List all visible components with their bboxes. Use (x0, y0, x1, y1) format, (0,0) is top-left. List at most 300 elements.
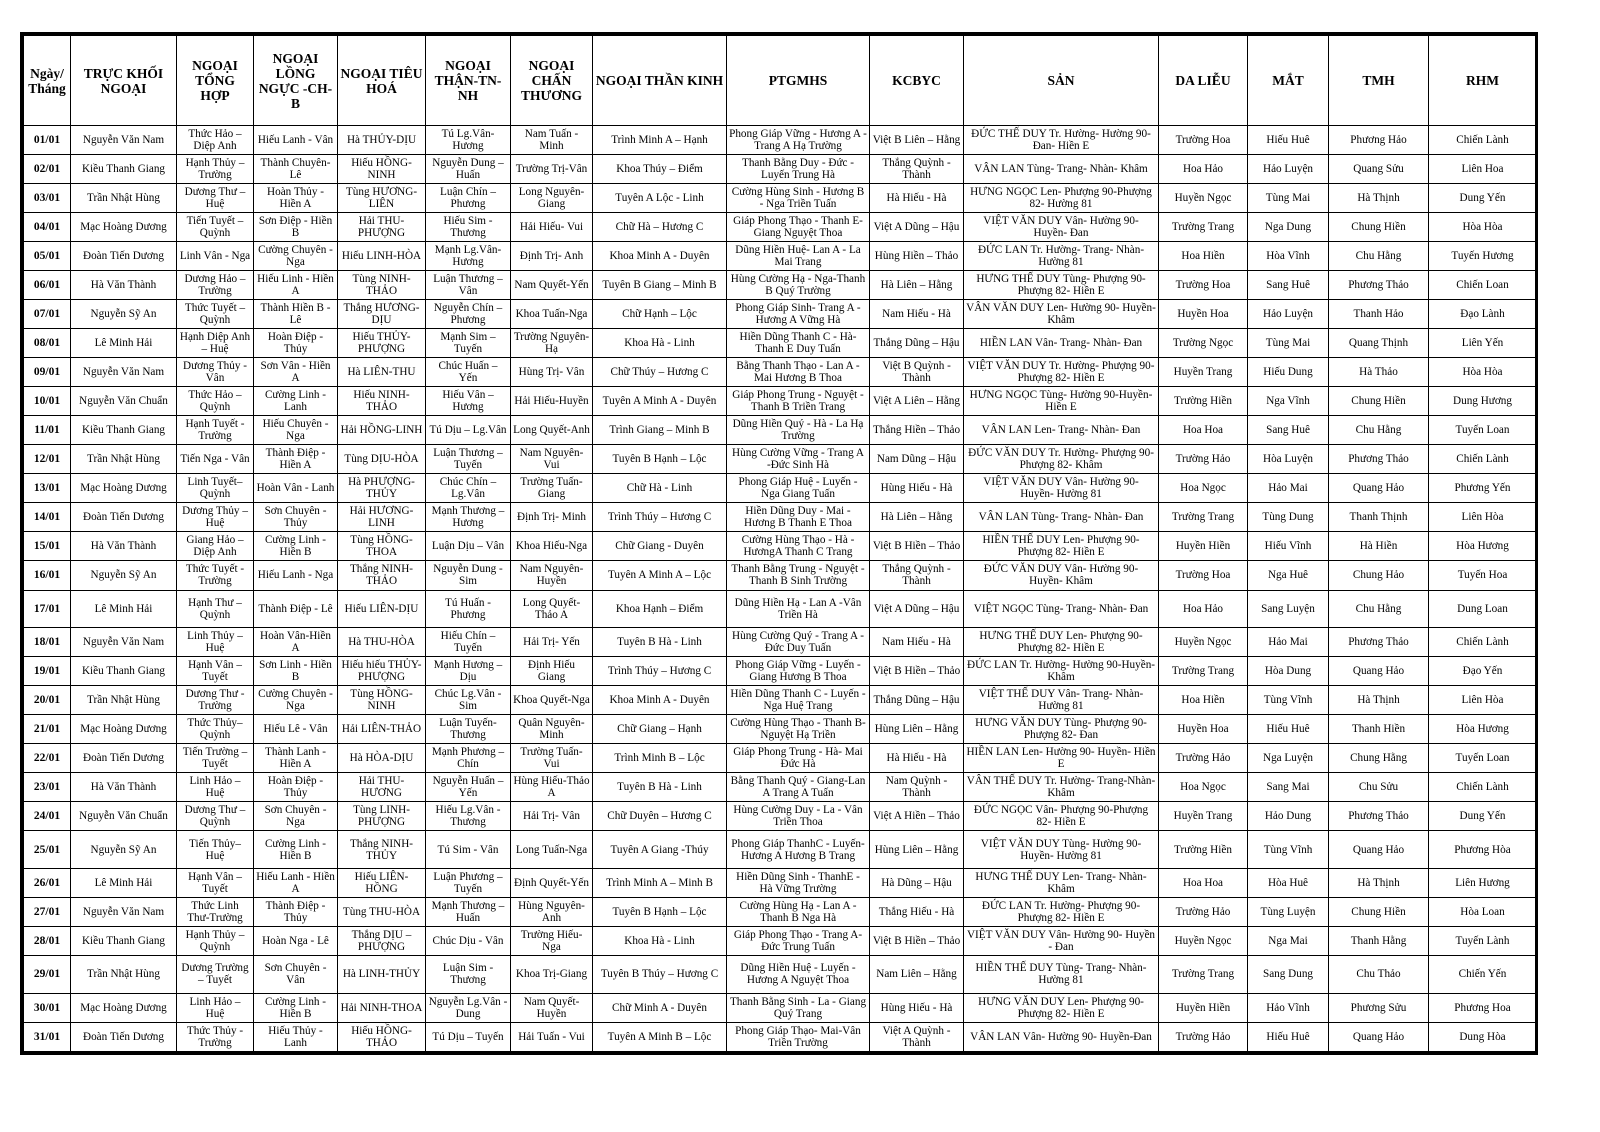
cell-ngoai-than-kinh: Tuyên A Minh A – Lộc (593, 561, 727, 590)
cell-da-lieu: Trường Hảo (1159, 744, 1248, 773)
table-row (24, 628, 1537, 657)
cell-ngoai-tieu-hoa: Tùng HƯƠNG-LIÊN (338, 184, 426, 213)
cell-mat: Tùng Vĩnh (1248, 831, 1329, 869)
cell-tmh: Chu Hằng (1329, 416, 1429, 445)
cell-rhm: Liên Hòa (1429, 686, 1537, 715)
cell-san: HƯNG THẾ DUY Len- Trang- Nhàn-Khâm (964, 869, 1159, 898)
cell-ngoai-than-kinh: Tuyên A Giang -Thúy (593, 831, 727, 869)
table-row (24, 831, 1537, 869)
cell-ngoai-than-kinh: Trình Minh A – Hạnh (593, 126, 727, 155)
cell-tmh: Phương Thảo (1329, 802, 1429, 831)
cell-date: 11/01 (24, 416, 71, 445)
cell-rhm: Chiến Lành (1429, 773, 1537, 802)
cell-ngoai-tong-hop: Dương Thủy - Vân (177, 358, 254, 387)
cell-ngoai-tieu-hoa: Hà THỦY-DỊU (338, 126, 426, 155)
cell-tmh: Chung Hiền (1329, 213, 1429, 242)
cell-truc-khoi-ngoai: Lê Minh Hải (71, 869, 177, 898)
cell-kcbyc: Việt B Liên – Hằng (870, 126, 964, 155)
cell-kcbyc: Hà Liên – Hằng (870, 503, 964, 532)
table-row (24, 657, 1537, 686)
cell-truc-khoi-ngoai: Trần Nhật Hùng (71, 686, 177, 715)
cell-da-lieu: Huyền Hiền (1159, 993, 1248, 1022)
cell-da-lieu: Trường Hảo (1159, 1022, 1248, 1051)
cell-ngoai-long-nguc: Thành Hiền B - Lê (254, 300, 338, 329)
cell-san: ĐỨC NGỌC Vân- Phượng 90-Phượng 82- Hiền E (964, 802, 1159, 831)
cell-san: HƯNG THẾ DUY Len- Phượng 90-Phượng 82- Hiền E (964, 628, 1159, 657)
cell-tmh: Chung Hiền (1329, 898, 1429, 927)
cell-tmh: Chung Hằng (1329, 744, 1429, 773)
cell-kcbyc: Thắng Hiền – Thảo (870, 416, 964, 445)
cell-ngoai-long-nguc: Sơn Chuyên - Nga (254, 802, 338, 831)
cell-ngoai-tong-hop: Linh Vân - Nga (177, 242, 254, 271)
cell-san: HƯNG NGỌC Len- Phượng 90-Phượng 82- Hường 81 (964, 184, 1159, 213)
cell-ngoai-than: Nguyễn Dung – Huấn (426, 155, 511, 184)
cell-mat: Hảo Luyện (1248, 300, 1329, 329)
cell-ngoai-chan-thuong: Nam Nguyên-Vui (511, 445, 593, 474)
cell-san: VÂN LAN Len- Trang- Nhàn- Đan (964, 416, 1159, 445)
cell-ngoai-than: Tú Lg.Vân-Hương (426, 126, 511, 155)
cell-mat: Nga Vĩnh (1248, 387, 1329, 416)
cell-mat: Sang Dung (1248, 956, 1329, 994)
cell-ngoai-than-kinh: Chữ Thúy – Hương C (593, 358, 727, 387)
column-header-ngoai-tong-hop: NGOẠI TỔNG HỢP (177, 36, 254, 126)
cell-ngoai-chan-thuong: Long Quyết-Anh (511, 416, 593, 445)
cell-kcbyc: Thắng Quỳnh - Thành (870, 155, 964, 184)
cell-ngoai-than: Nguyễn Dung - Sim (426, 561, 511, 590)
cell-ngoai-tong-hop: Linh Thủy – Huệ (177, 628, 254, 657)
cell-date: 06/01 (24, 271, 71, 300)
cell-ngoai-than: Nguyễn Lg.Vân - Dung (426, 993, 511, 1022)
cell-ngoai-chan-thuong: Khoa Hiếu-Nga (511, 532, 593, 561)
cell-truc-khoi-ngoai: Kiều Thanh Giang (71, 927, 177, 956)
cell-ngoai-tieu-hoa: Tùng NINH-THẢO (338, 271, 426, 300)
cell-truc-khoi-ngoai: Nguyễn Sỹ An (71, 831, 177, 869)
cell-rhm: Chiến Lành (1429, 445, 1537, 474)
cell-da-lieu: Hoa Hảo (1159, 155, 1248, 184)
table-row (24, 898, 1537, 927)
cell-ngoai-tieu-hoa: Hà THU-HÒA (338, 628, 426, 657)
cell-kcbyc: Hùng Hiếu - Hà (870, 993, 964, 1022)
cell-ngoai-than: Hiếu Chín – Tuyến (426, 628, 511, 657)
cell-tmh: Chung Hảo (1329, 561, 1429, 590)
cell-ptgmhs: Dũng Hiền Quý - Hà - La Hạ Trường (727, 416, 870, 445)
cell-kcbyc: Hà Hiếu - Hà (870, 184, 964, 213)
cell-rhm: Đạo Lành (1429, 300, 1537, 329)
cell-ngoai-tong-hop: Thức Hảo – Quỳnh (177, 387, 254, 416)
cell-ngoai-than-kinh: Trình Giang – Minh B (593, 416, 727, 445)
cell-san: VIỆT NGỌC Tùng- Trang- Nhàn- Đan (964, 590, 1159, 628)
column-header-truc-khoi-ngoai: TRỰC KHỐI NGOẠI (71, 36, 177, 126)
cell-ngoai-tieu-hoa: Tùng LINH-PHƯỢNG (338, 802, 426, 831)
table-row (24, 271, 1537, 300)
cell-ngoai-than: Chúc Chín – Lg.Vân (426, 474, 511, 503)
cell-da-lieu: Huyền Ngọc (1159, 628, 1248, 657)
cell-ngoai-tong-hop: Dương Thư - Trường (177, 686, 254, 715)
cell-tmh: Phương Sửu (1329, 993, 1429, 1022)
cell-ngoai-tong-hop: Hạnh Thủy – Quỳnh (177, 927, 254, 956)
cell-ngoai-than: Hiếu Lg.Vân - Thương (426, 802, 511, 831)
cell-ngoai-tong-hop: Hạnh Thư – Quỳnh (177, 590, 254, 628)
cell-da-lieu: Hoa Ngọc (1159, 474, 1248, 503)
cell-ngoai-chan-thuong: Khoa Quyết-Nga (511, 686, 593, 715)
cell-ngoai-long-nguc: Hiếu Lanh - Vân (254, 126, 338, 155)
cell-ngoai-than: Luận Chín – Phương (426, 184, 511, 213)
cell-tmh: Quang Hảo (1329, 1022, 1429, 1051)
table-row (24, 184, 1537, 213)
cell-ngoai-tieu-hoa: Hải THU-PHƯỢNG (338, 213, 426, 242)
cell-mat: Hòa Dung (1248, 657, 1329, 686)
cell-ngoai-long-nguc: Sơn Linh - Hiền B (254, 657, 338, 686)
cell-truc-khoi-ngoai: Đoàn Tiến Dương (71, 1022, 177, 1051)
cell-san: HIỀN THẾ DUY Tùng- Trang- Nhàn-Hường 81 (964, 956, 1159, 994)
cell-ngoai-than: Luận Sim - Thương (426, 956, 511, 994)
table-body (24, 126, 1537, 1052)
cell-truc-khoi-ngoai: Hà Văn Thành (71, 773, 177, 802)
cell-rhm: Chiến Lành (1429, 628, 1537, 657)
cell-ngoai-than-kinh: Trình Minh A – Minh B (593, 869, 727, 898)
table-row (24, 869, 1537, 898)
cell-san: VÂN LAN Tùng- Trang- Nhàn- Khâm (964, 155, 1159, 184)
table-row (24, 155, 1537, 184)
cell-da-lieu: Huyền Hoa (1159, 300, 1248, 329)
cell-mat: Tùng Dung (1248, 503, 1329, 532)
cell-date: 28/01 (24, 927, 71, 956)
cell-kcbyc: Việt A Dũng – Hậu (870, 213, 964, 242)
cell-mat: Tùng Mai (1248, 329, 1329, 358)
cell-rhm: Phương Hoa (1429, 993, 1537, 1022)
cell-ngoai-than-kinh: Tuyên B Hạnh – Lộc (593, 898, 727, 927)
cell-date: 31/01 (24, 1022, 71, 1051)
cell-ngoai-long-nguc: Thành Điệp - Lê (254, 590, 338, 628)
cell-kcbyc: Hùng Liên – Hằng (870, 831, 964, 869)
duty-schedule-frame (20, 32, 1538, 1055)
cell-rhm: Hòa Loan (1429, 898, 1537, 927)
cell-ngoai-tieu-hoa: Thắng DỊU – PHƯỢNG (338, 927, 426, 956)
cell-date: 08/01 (24, 329, 71, 358)
cell-rhm: Hòa Hòa (1429, 213, 1537, 242)
cell-ptgmhs: Dũng Hiền Huệ- Lan A - La Mai Trang (727, 242, 870, 271)
table-row (24, 358, 1537, 387)
cell-ngoai-tieu-hoa: Hiếu LIÊN-HỒNG (338, 869, 426, 898)
cell-ptgmhs: Cường Hùng Thạo - Hà - HươngA Thanh C Trang (727, 532, 870, 561)
table-row (24, 416, 1537, 445)
cell-ngoai-than-kinh: Chữ Hà – Hương C (593, 213, 727, 242)
cell-tmh: Chu Thảo (1329, 956, 1429, 994)
cell-da-lieu: Huyền Ngọc (1159, 184, 1248, 213)
cell-da-lieu: Trường Trang (1159, 956, 1248, 994)
cell-date: 22/01 (24, 744, 71, 773)
cell-ngoai-than-kinh: Chữ Minh A - Duyên (593, 993, 727, 1022)
cell-tmh: Phương Thảo (1329, 271, 1429, 300)
cell-tmh: Quang Hảo (1329, 831, 1429, 869)
cell-mat: Sang Mai (1248, 773, 1329, 802)
cell-date: 17/01 (24, 590, 71, 628)
cell-mat: Hiếu Vĩnh (1248, 532, 1329, 561)
cell-ngoai-chan-thuong: Long Tuấn-Nga (511, 831, 593, 869)
cell-ngoai-long-nguc: Thành Lanh - Hiền A (254, 744, 338, 773)
cell-ngoai-long-nguc: Sơn Điệp - Hiền B (254, 213, 338, 242)
cell-da-lieu: Huyền Hoa (1159, 715, 1248, 744)
cell-ngoai-chan-thuong: Trường Tuấn-Vui (511, 744, 593, 773)
cell-tmh: Phương Hảo (1329, 126, 1429, 155)
cell-ngoai-tong-hop: Tiến Trường – Tuyết (177, 744, 254, 773)
cell-ngoai-long-nguc: Cường Chuyên - Nga (254, 686, 338, 715)
cell-rhm: Tuyến Lành (1429, 927, 1537, 956)
cell-ngoai-long-nguc: Hiếu Lanh - Hiền A (254, 869, 338, 898)
cell-mat: Hiếu Huê (1248, 715, 1329, 744)
cell-date: 25/01 (24, 831, 71, 869)
cell-da-lieu: Huyền Hiền (1159, 532, 1248, 561)
table-row (24, 956, 1537, 994)
cell-ngoai-chan-thuong: Nam Tuấn - Minh (511, 126, 593, 155)
cell-tmh: Thanh Hiền (1329, 715, 1429, 744)
cell-ptgmhs: Dũng Hiền Huệ - Luyến - Hương A Nguyệt Thoa (727, 956, 870, 994)
cell-san: VIỆT VĂN DUY Tr. Hường- Phượng 90- Phượng 82- Hiền E (964, 358, 1159, 387)
cell-ngoai-chan-thuong: Hải Trị- Yến (511, 628, 593, 657)
cell-truc-khoi-ngoai: Nguyễn Văn Nam (71, 898, 177, 927)
cell-ngoai-chan-thuong: Nam Quyết-Huyền (511, 993, 593, 1022)
cell-san: ĐỨC LAN Tr. Hường- Phượng 90-Phượng 82- Hiền E (964, 898, 1159, 927)
cell-ngoai-chan-thuong: Long Quyết-Thảo A (511, 590, 593, 628)
cell-da-lieu: Trường Hiền (1159, 831, 1248, 869)
cell-ngoai-than: Mạnh Thương – Huấn (426, 898, 511, 927)
cell-mat: Hòa Vĩnh (1248, 242, 1329, 271)
cell-ptgmhs: Bằng Thanh Quý - Giang-Lan A Trang A Tuấn (727, 773, 870, 802)
cell-ngoai-than-kinh: Chữ Giang - Duyên (593, 532, 727, 561)
cell-ngoai-than: Chúc Dịu - Vân (426, 927, 511, 956)
table-row (24, 242, 1537, 271)
cell-truc-khoi-ngoai: Trần Nhật Hùng (71, 445, 177, 474)
cell-date: 27/01 (24, 898, 71, 927)
table-row (24, 927, 1537, 956)
cell-kcbyc: Thắng Hiếu - Hà (870, 898, 964, 927)
cell-date: 09/01 (24, 358, 71, 387)
cell-kcbyc: Thắng Dũng – Hậu (870, 329, 964, 358)
cell-date: 21/01 (24, 715, 71, 744)
cell-da-lieu: Hoa Hiền (1159, 242, 1248, 271)
cell-mat: Sang Huê (1248, 416, 1329, 445)
cell-truc-khoi-ngoai: Kiều Thanh Giang (71, 155, 177, 184)
cell-ngoai-long-nguc: Cường Chuyên - Nga (254, 242, 338, 271)
cell-kcbyc: Việt A Dũng – Hậu (870, 590, 964, 628)
cell-date: 19/01 (24, 657, 71, 686)
cell-kcbyc: Nam Hiếu - Hà (870, 628, 964, 657)
cell-ngoai-long-nguc: Hiếu Lanh - Nga (254, 561, 338, 590)
cell-da-lieu: Hoa Hoa (1159, 416, 1248, 445)
cell-truc-khoi-ngoai: Nguyễn Văn Chuẩn (71, 802, 177, 831)
cell-truc-khoi-ngoai: Đoàn Tiến Dương (71, 503, 177, 532)
cell-ngoai-than: Tú Dịu – Lg.Vân (426, 416, 511, 445)
cell-ngoai-tong-hop: Thức Linh Thư-Trường (177, 898, 254, 927)
cell-truc-khoi-ngoai: Nguyễn Văn Chuẩn (71, 387, 177, 416)
cell-ngoai-than-kinh: Khoa Minh A - Duyên (593, 686, 727, 715)
cell-ngoai-long-nguc: Cường Linh - Hiền B (254, 831, 338, 869)
cell-ngoai-chan-thuong: Hải Tuấn - Vui (511, 1022, 593, 1051)
cell-ptgmhs: Hùng Cường Hạ - Nga-Thanh B Quý Trường (727, 271, 870, 300)
cell-truc-khoi-ngoai: Trần Nhật Hùng (71, 956, 177, 994)
table-row (24, 445, 1537, 474)
cell-ptgmhs: Phong Giáp ThanhC - Luyến- Hương A Hương B Trang (727, 831, 870, 869)
table-row (24, 503, 1537, 532)
cell-ngoai-chan-thuong: Khoa Tuấn-Nga (511, 300, 593, 329)
table-row (24, 300, 1537, 329)
cell-ngoai-tieu-hoa: Tùng DỊU-HÒA (338, 445, 426, 474)
cell-ngoai-tieu-hoa: Hà PHƯỢNG-THỦY (338, 474, 426, 503)
cell-ngoai-tong-hop: Tiến Thủy– Huệ (177, 831, 254, 869)
cell-date: 15/01 (24, 532, 71, 561)
cell-ngoai-tieu-hoa: Hải THU-HƯƠNG (338, 773, 426, 802)
cell-da-lieu: Trường Ngọc (1159, 329, 1248, 358)
cell-ngoai-tong-hop: Hạnh Diệp Anh – Huệ (177, 329, 254, 358)
cell-ngoai-than: Chúc Lg.Vân - Sim (426, 686, 511, 715)
cell-ngoai-tieu-hoa: Tùng HỒNG-NINH (338, 686, 426, 715)
cell-ngoai-tong-hop: Linh Hảo – Huệ (177, 773, 254, 802)
cell-date: 10/01 (24, 387, 71, 416)
cell-date: 26/01 (24, 869, 71, 898)
cell-ngoai-than-kinh: Chữ Hạnh – Lộc (593, 300, 727, 329)
cell-ptgmhs: Hiền Dũng Thanh C - Hà-Thanh E Duy Tuấn (727, 329, 870, 358)
cell-ngoai-long-nguc: Sơn Chuyên - Thủy (254, 503, 338, 532)
cell-ngoai-chan-thuong: Quân Nguyên-Minh (511, 715, 593, 744)
cell-ngoai-than: Chúc Huấn – Yến (426, 358, 511, 387)
cell-san: VÂN THẾ DUY Tr. Hường- Trang-Nhàn- Khâm (964, 773, 1159, 802)
cell-mat: Nga Mai (1248, 927, 1329, 956)
cell-san: HIỀN THẾ DUY Len- Phượng 90-Phượng 82- Hiền E (964, 532, 1159, 561)
cell-ngoai-long-nguc: Hoàn Vân-Hiền A (254, 628, 338, 657)
cell-ngoai-than-kinh: Tuyên B Hạnh – Lộc (593, 445, 727, 474)
cell-ngoai-tong-hop: Dương Thủy – Huệ (177, 503, 254, 532)
column-header-ngoai-than-kinh: NGOẠI THẦN KINH (593, 36, 727, 126)
cell-date: 30/01 (24, 993, 71, 1022)
cell-ngoai-than-kinh: Chữ Giang – Hạnh (593, 715, 727, 744)
cell-da-lieu: Huyền Trang (1159, 358, 1248, 387)
cell-ngoai-tong-hop: Tiến Nga - Vân (177, 445, 254, 474)
cell-ngoai-chan-thuong: Hùng Nguyên-Anh (511, 898, 593, 927)
cell-mat: Tùng Luyện (1248, 898, 1329, 927)
cell-da-lieu: Trường Hảo (1159, 898, 1248, 927)
column-header-ptgmhs: PTGMHS (727, 36, 870, 126)
cell-rhm: Chiến Lành (1429, 126, 1537, 155)
column-header-da-lieu: DA LIỄU (1159, 36, 1248, 126)
cell-ngoai-tieu-hoa: Tùng THU-HÒA (338, 898, 426, 927)
cell-da-lieu: Trường Trang (1159, 657, 1248, 686)
cell-ngoai-than-kinh: Khoa Hà - Linh (593, 927, 727, 956)
cell-da-lieu: Huyền Ngọc (1159, 927, 1248, 956)
cell-date: 14/01 (24, 503, 71, 532)
cell-date: 29/01 (24, 956, 71, 994)
cell-truc-khoi-ngoai: Mạc Hoàng Dương (71, 715, 177, 744)
cell-ngoai-tieu-hoa: Thắng NINH-THẢO (338, 561, 426, 590)
cell-date: 04/01 (24, 213, 71, 242)
cell-ngoai-chan-thuong: Định Trị- Anh (511, 242, 593, 271)
cell-san: ĐỨC VĂN DUY Tr. Hường- Phượng 90- Phượng 82- Khâm (964, 445, 1159, 474)
cell-rhm: Dung Loan (1429, 590, 1537, 628)
table-row (24, 802, 1537, 831)
cell-ngoai-than-kinh: Tuyên B Giang – Minh B (593, 271, 727, 300)
cell-rhm: Dung Hòa (1429, 1022, 1537, 1051)
cell-date: 12/01 (24, 445, 71, 474)
cell-san: HƯNG VĂN DUY Tùng- Phượng 90-Phượng 82- Đan (964, 715, 1159, 744)
cell-san: VIỆT THẾ DUY Vân- Trang- Nhàn-Hường 81 (964, 686, 1159, 715)
cell-da-lieu: Hoa Hoa (1159, 869, 1248, 898)
cell-ngoai-than-kinh: Trình Thúy – Hương C (593, 503, 727, 532)
cell-ngoai-long-nguc: Hiếu Chuyên - Nga (254, 416, 338, 445)
cell-rhm: Liên Hương (1429, 869, 1537, 898)
cell-ngoai-tong-hop: Hạnh Tuyết - Trường (177, 416, 254, 445)
cell-san: VIỆT VĂN DUY Vân- Hường 90- Huyền- Đan (964, 213, 1159, 242)
cell-rhm: Dung Yến (1429, 802, 1537, 831)
cell-ngoai-than-kinh: Chữ Duyên – Hương C (593, 802, 727, 831)
cell-rhm: Hòa Hòa (1429, 358, 1537, 387)
cell-rhm: Phương Hòa (1429, 831, 1537, 869)
cell-ngoai-tong-hop: Hạnh Thủy – Trường (177, 155, 254, 184)
cell-ngoai-than-kinh: Tuyên A Minh A - Duyên (593, 387, 727, 416)
cell-san: HƯNG VĂN DUY Len- Phượng 90-Phượng 82- Hiền E (964, 993, 1159, 1022)
cell-ngoai-tieu-hoa: Thắng HƯƠNG- DỊU (338, 300, 426, 329)
cell-ngoai-chan-thuong: Hùng Hiếu-Thảo A (511, 773, 593, 802)
cell-ngoai-than: Luận Tuyến- Thương (426, 715, 511, 744)
cell-ngoai-tieu-hoa: Hải NINH-THOA (338, 993, 426, 1022)
cell-ptgmhs: Thanh Bằng Trung - Nguyệt - Thanh B Sinh Trường (727, 561, 870, 590)
cell-rhm: Chiến Yến (1429, 956, 1537, 994)
cell-mat: Nga Dung (1248, 213, 1329, 242)
table-row (24, 993, 1537, 1022)
cell-ngoai-than: Mạnh Phương – Chín (426, 744, 511, 773)
cell-kcbyc: Hà Dũng – Hậu (870, 869, 964, 898)
cell-truc-khoi-ngoai: Kiều Thanh Giang (71, 416, 177, 445)
cell-tmh: Quang Thịnh (1329, 329, 1429, 358)
cell-ngoai-tieu-hoa: Hiếu THỦY-PHƯỢNG (338, 329, 426, 358)
cell-truc-khoi-ngoai: Hà Văn Thành (71, 271, 177, 300)
cell-san: ĐỨC LAN Tr. Hường- Hường 90-Huyền- Khâm (964, 657, 1159, 686)
cell-ngoai-chan-thuong: Định Trị- Minh (511, 503, 593, 532)
cell-mat: Tùng Mai (1248, 184, 1329, 213)
cell-san: HIỀN LAN Vân- Trang- Nhàn- Đan (964, 329, 1159, 358)
cell-ngoai-long-nguc: Thành Chuyên-Lê (254, 155, 338, 184)
cell-ngoai-than: Luận Thương – Tuyến (426, 445, 511, 474)
cell-ngoai-tong-hop: Linh Tuyết– Quỳnh (177, 474, 254, 503)
cell-rhm: Liên Hòa (1429, 503, 1537, 532)
cell-truc-khoi-ngoai: Nguyễn Văn Nam (71, 358, 177, 387)
cell-ngoai-long-nguc: Cường Linh - Lanh (254, 387, 338, 416)
cell-truc-khoi-ngoai: Mạc Hoàng Dương (71, 993, 177, 1022)
cell-ngoai-tieu-hoa: Hiếu hiếu THỦY-PHƯỢNG (338, 657, 426, 686)
cell-kcbyc: Việt B Quỳnh - Thành (870, 358, 964, 387)
cell-truc-khoi-ngoai: Nguyễn Sỹ An (71, 561, 177, 590)
cell-da-lieu: Trường Hoa (1159, 126, 1248, 155)
cell-ngoai-than: Nguyễn Chín – Phương (426, 300, 511, 329)
cell-san: VÂN LAN Vân- Hường 90- Huyền-Đan (964, 1022, 1159, 1051)
column-header-date: Ngày/ Tháng (24, 36, 71, 126)
cell-mat: Hòa Huê (1248, 869, 1329, 898)
cell-ptgmhs: Giáp Phong Thạo - Trang A- Đức Trung Tuấn (727, 927, 870, 956)
column-header-ngoai-tieu-hoa: NGOẠI TIÊU HOÁ (338, 36, 426, 126)
cell-ngoai-than-kinh: Khoa Thúy – Điểm (593, 155, 727, 184)
cell-kcbyc: Nam Liên – Hằng (870, 956, 964, 994)
column-header-ngoai-than: NGOẠI THẬN-TN-NH (426, 36, 511, 126)
cell-ngoai-than-kinh: Trình Minh B – Lộc (593, 744, 727, 773)
cell-san: HƯNG THẾ DUY Tùng- Phượng 90-Phượng 82- Hiền E (964, 271, 1159, 300)
cell-ngoai-than: Luận Thương – Vân (426, 271, 511, 300)
table-row (24, 715, 1537, 744)
cell-truc-khoi-ngoai: Nguyễn Sỹ An (71, 300, 177, 329)
cell-tmh: Thanh Thịnh (1329, 503, 1429, 532)
cell-ngoai-tong-hop: Thức Thủy - Trường (177, 1022, 254, 1051)
cell-ngoai-chan-thuong: Định Quyết-Yến (511, 869, 593, 898)
cell-ngoai-chan-thuong: Hùng Trị- Vân (511, 358, 593, 387)
cell-tmh: Quang Sửu (1329, 155, 1429, 184)
cell-rhm: Liên Hoa (1429, 155, 1537, 184)
